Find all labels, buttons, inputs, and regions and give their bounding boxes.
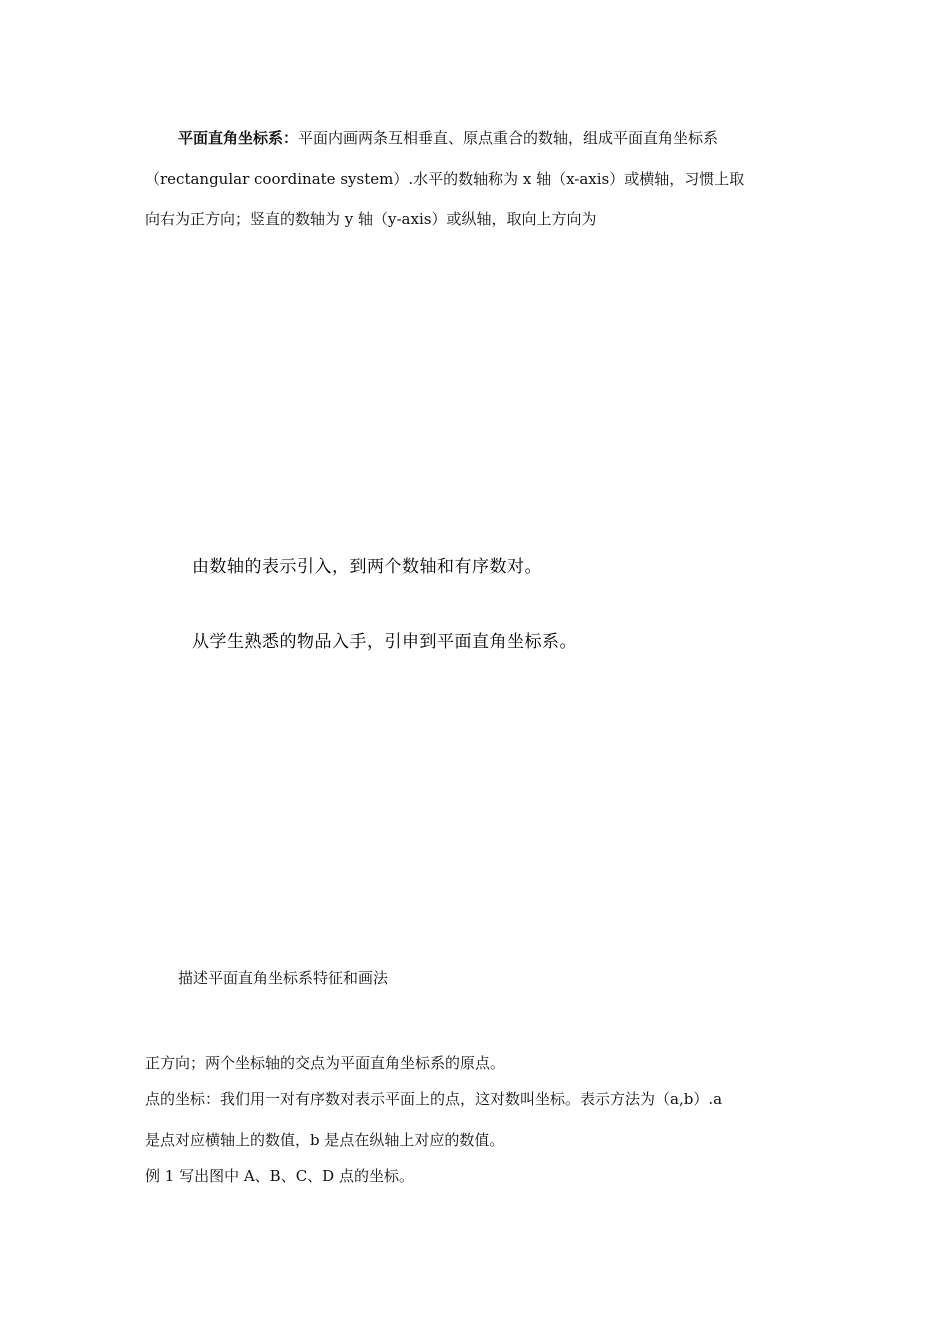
body-line-1: 正方向；两个坐标轴的交点为平面直角坐标系的原点。 [145, 1054, 506, 1072]
definition-text: 平面内画两条互相垂直、原点重合的数轴，组成平面直角坐标系 [298, 129, 719, 147]
section-caption: 描述平面直角坐标系特征和画法 [178, 969, 389, 987]
definition-term: 平面直角坐标系： [178, 129, 299, 147]
teaching-note-1: 由数轴的表示引入，到两个数轴和有序数对。 [192, 557, 542, 577]
definition-line-3: 向右为正方向；竖直的数轴为 y 轴（y-axis）或纵轴，取向上方向为 [145, 210, 597, 228]
example-heading: 例 1 写出图中 A、B、C、D 点的坐标。 [145, 1167, 414, 1185]
teaching-note-2: 从学生熟悉的物品入手，引申到平面直角坐标系。 [192, 632, 577, 652]
definition-line-1 [178, 128, 718, 148]
definition-line-2: （rectangular coordinate system）.水平的数轴称为 x 轴（x-axis）或横轴，习惯上取 [145, 170, 745, 188]
body-line-3: 是点对应横轴上的数值，b 是点在纵轴上对应的数值。 [145, 1131, 505, 1149]
body-line-2: 点的坐标：我们用一对有序数对表示平面上的点，这对数叫坐标。表示方法为（a,b）.a [145, 1090, 723, 1108]
